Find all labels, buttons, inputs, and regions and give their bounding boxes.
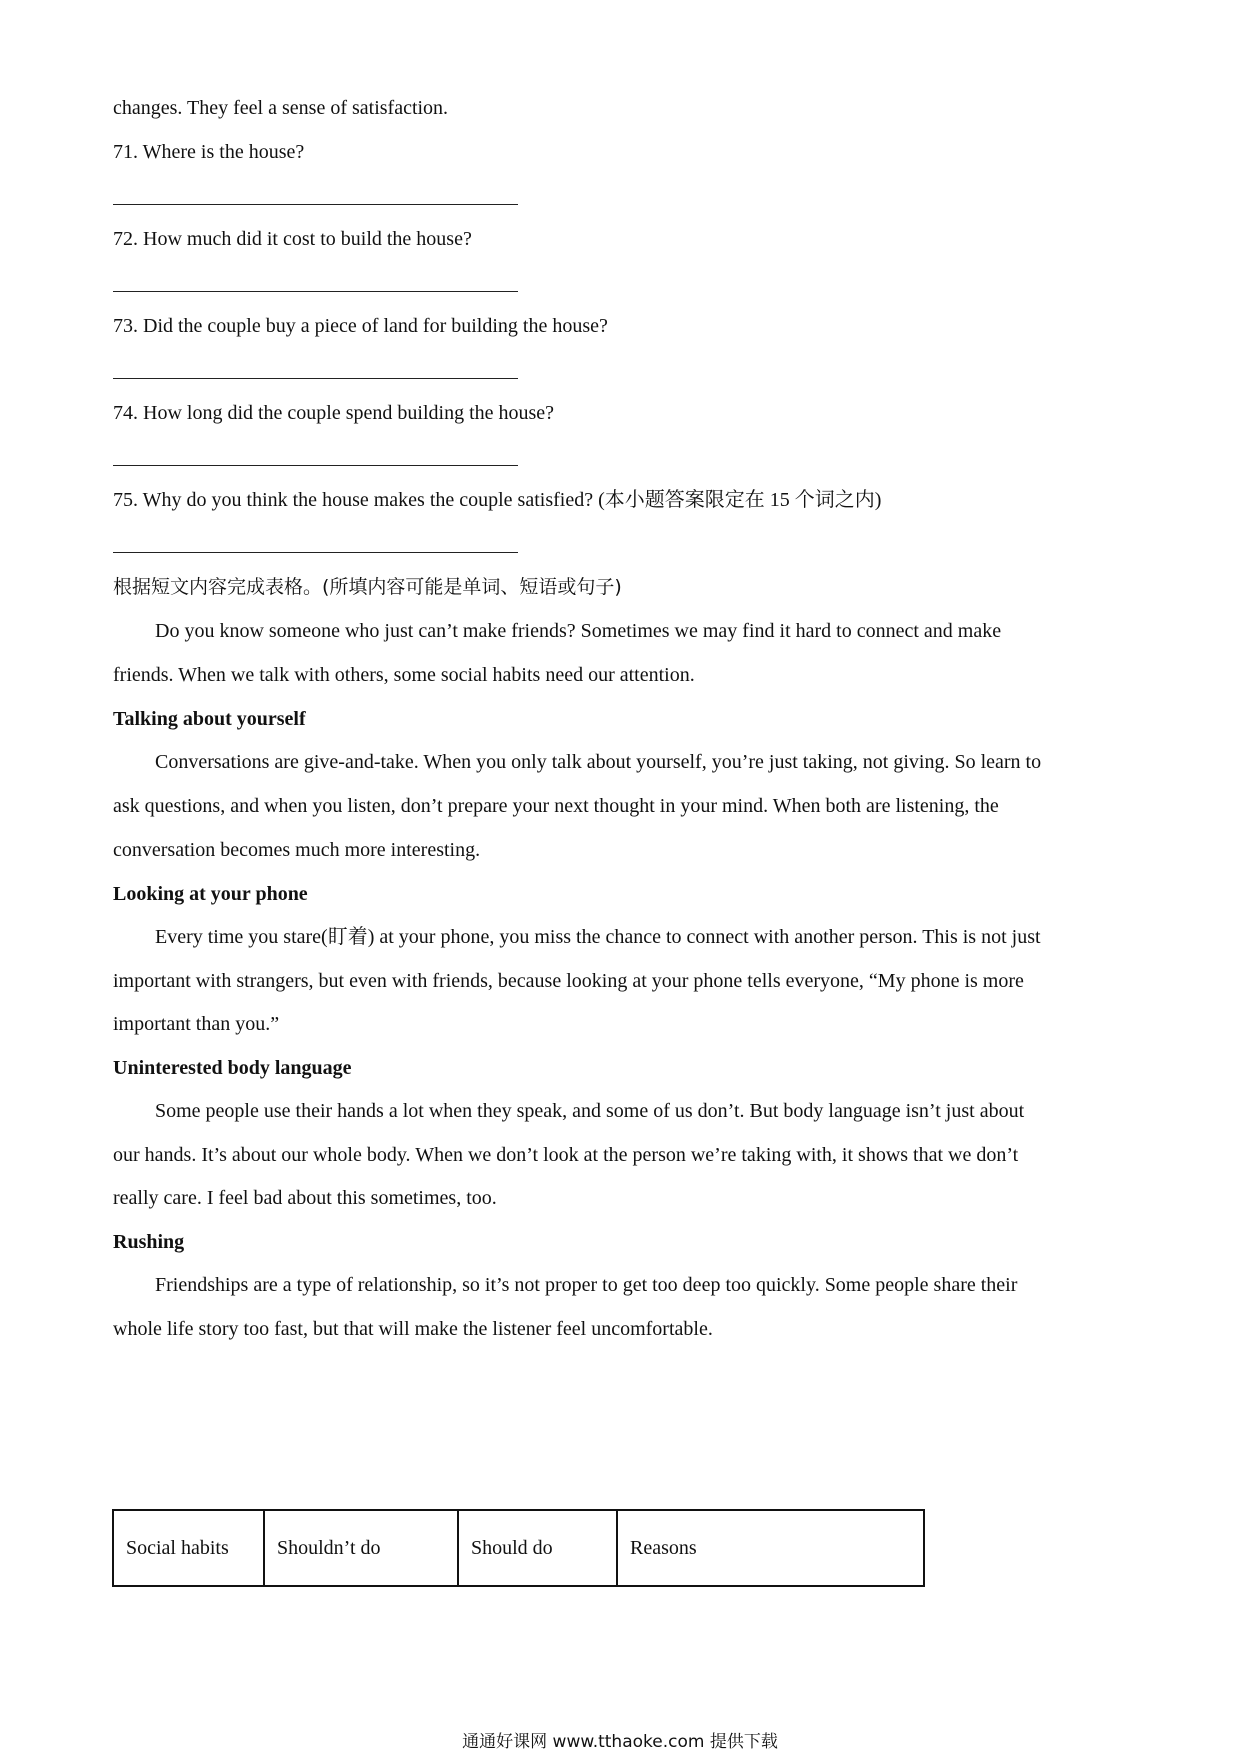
section-text-line: really care. I feel bad about this sometimes, too.: [113, 1187, 497, 1209]
section-text-line: conversation becomes much more interesting.: [113, 839, 481, 861]
table-header-should-do: Should do: [458, 1510, 617, 1586]
question-71: 71. Where is the house?: [113, 141, 305, 163]
section-text-line: our hands. It’s about our whole body. When we don’t look at the person we’re taking with, it shows that we don’t: [113, 1144, 1019, 1166]
section-text-line: whole life story too fast, but that will make the listener feel uncomfortable.: [113, 1318, 713, 1340]
table-header-row: [113, 1510, 924, 1586]
table-header-social-habits: Social habits: [113, 1510, 264, 1586]
table-header-shouldnt-do: Shouldn’t do: [264, 1510, 458, 1586]
section-heading-phone: Looking at your phone: [113, 883, 308, 905]
task-instruction: 根据短文内容完成表格。(所填内容可能是单词、短语或句子): [113, 576, 622, 598]
question-72: 72. How much did it cost to build the house?: [113, 228, 472, 250]
section-text-line: Every time you stare(盯着) at your phone, you miss the chance to connect with another person. This is not just: [155, 926, 1041, 948]
section-heading-body-language: Uninterested body language: [113, 1057, 352, 1079]
answer-line-75[interactable]: [113, 552, 518, 553]
section-text-line: Friendships are a type of relationship, so it’s not proper to get too deep too quickly. Some people share their: [155, 1274, 1018, 1296]
question-75: 75. Why do you think the house makes the couple satisfied? (本小题答案限定在 15 个词之内): [113, 489, 882, 511]
social-habits-table: [112, 1509, 925, 1587]
section-text-line: important than you.”: [113, 1013, 280, 1035]
section-text-line: ask questions, and when you listen, don’t prepare your next thought in your mind. When both are listening, the: [113, 795, 999, 817]
section-heading-rushing: Rushing: [113, 1231, 185, 1253]
table-header-reasons: Reasons: [617, 1510, 924, 1586]
page-footer: 通通好课网 www.tthaoke.com 提供下载: [462, 1732, 778, 1752]
answer-line-71[interactable]: [113, 204, 518, 205]
question-74: 74. How long did the couple spend building the house?: [113, 402, 555, 424]
section-text-line: important with strangers, but even with friends, because looking at your phone tells everyone, “My phone is more: [113, 970, 1024, 992]
answer-line-72[interactable]: [113, 291, 518, 292]
answer-line-73[interactable]: [113, 378, 518, 379]
section-heading-talking: Talking about yourself: [113, 708, 306, 730]
passage-intro-line: friends. When we talk with others, some social habits need our attention.: [113, 664, 695, 686]
passage-intro-line: Do you know someone who just can’t make friends? Sometimes we may find it hard to connect and make: [155, 620, 1002, 642]
answer-line-74[interactable]: [113, 465, 518, 466]
intro-tail-text: changes. They feel a sense of satisfaction.: [113, 97, 449, 119]
section-text-line: Some people use their hands a lot when they speak, and some of us don’t. But body language isn’t just about: [155, 1100, 1025, 1122]
section-text-line: Conversations are give-and-take. When you only talk about yourself, you’re just taking, not giving. So learn to: [155, 751, 1042, 773]
question-73: 73. Did the couple buy a piece of land for building the house?: [113, 315, 608, 337]
